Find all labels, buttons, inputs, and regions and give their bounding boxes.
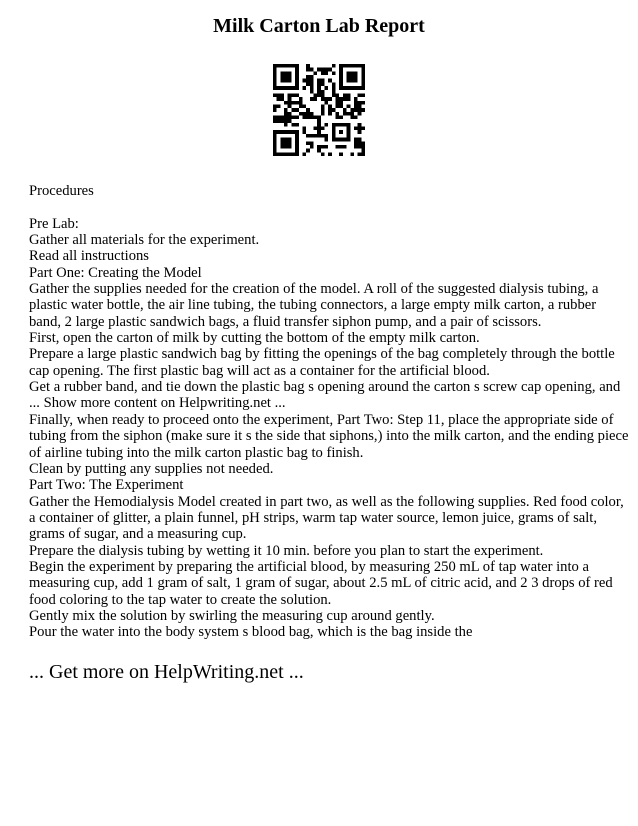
body-line: Pour the water into the body system s blood bag, which is the bag inside the xyxy=(29,624,473,641)
body-line: tubing from the siphon (make sure it s the side that siphons,) into the milk carton, and the ending piece xyxy=(29,428,629,445)
body-line: Read all instructions xyxy=(29,248,149,265)
body-line: plastic water bottle, the air line tubing, the tubing connectors, a large empty milk carton, a rubber xyxy=(29,297,597,314)
body-line: Prepare the dialysis tubing by wetting it 10 min. before you plan to start the experiment. xyxy=(29,542,544,559)
body-line: Pre Lab: xyxy=(29,215,79,232)
body-line: grams of sugar, and a measuring cup. xyxy=(29,526,247,543)
body-line: Begin the experiment by preparing the artificial blood, by measuring 250 mL of tap water into a xyxy=(29,558,589,575)
body-line: Get a rubber band, and tie down the plastic bag s opening around the carton s screw cap opening, and xyxy=(29,379,621,396)
body-line: Procedures xyxy=(29,183,94,199)
body-line: band, 2 large plastic sandwich bags, a fluid transfer siphon pump, and a pair of scissors. xyxy=(29,313,542,330)
blank-line xyxy=(29,199,621,215)
document-title: Milk Carton Lab Report xyxy=(213,15,425,37)
body-line: Part One: Creating the Model xyxy=(29,264,202,281)
helpwriting-link[interactable]: ... Get more on HelpWriting.net ... xyxy=(29,661,304,683)
body-line: Gently mix the solution by swirling the measuring cup around gently. xyxy=(29,607,435,624)
document-body xyxy=(29,183,629,641)
body-line: Part Two: The Experiment xyxy=(29,477,184,494)
body-line: Gather all materials for the experiment. xyxy=(29,232,260,249)
body-line: Clean by putting any supplies not needed. xyxy=(29,460,274,477)
body-line: Prepare a large plastic sandwich bag by fitting the openings of the bag completely through the bottle xyxy=(29,346,615,363)
body-line: cap opening. The first plastic bag will act as a container for the artificial blood. xyxy=(29,362,490,379)
body-line: Gather the supplies needed for the creation of the model. A roll of the suggested dialysis tubing, a xyxy=(29,281,599,298)
qr-code-icon xyxy=(273,64,365,156)
body-line: Gather the Hemodialysis Model created in part two, as well as the following supplies. Red food color, xyxy=(29,493,624,510)
body-line: a container of glitter, a plain funnel, pH strips, warm tap water source, lemon juice, grams of salt, xyxy=(29,509,597,526)
body-line: First, open the carton of milk by cutting the bottom of the empty milk carton. xyxy=(29,330,480,347)
body-line: measuring cup, add 1 gram of salt, 1 gram of sugar, about 2.5 mL of citric acid, and 2 3 drops of red xyxy=(29,575,613,592)
show-more-link[interactable]: ... Show more content on Helpwriting.net ... xyxy=(29,395,286,412)
body-line: food coloring to the tap water to create the solution. xyxy=(29,591,332,608)
body-line: Finally, when ready to proceed onto the experiment, Part Two: Step 11, place the appropriate side of xyxy=(29,411,614,428)
body-line: of airline tubing into the milk carton plastic bag to finish. xyxy=(29,444,364,461)
